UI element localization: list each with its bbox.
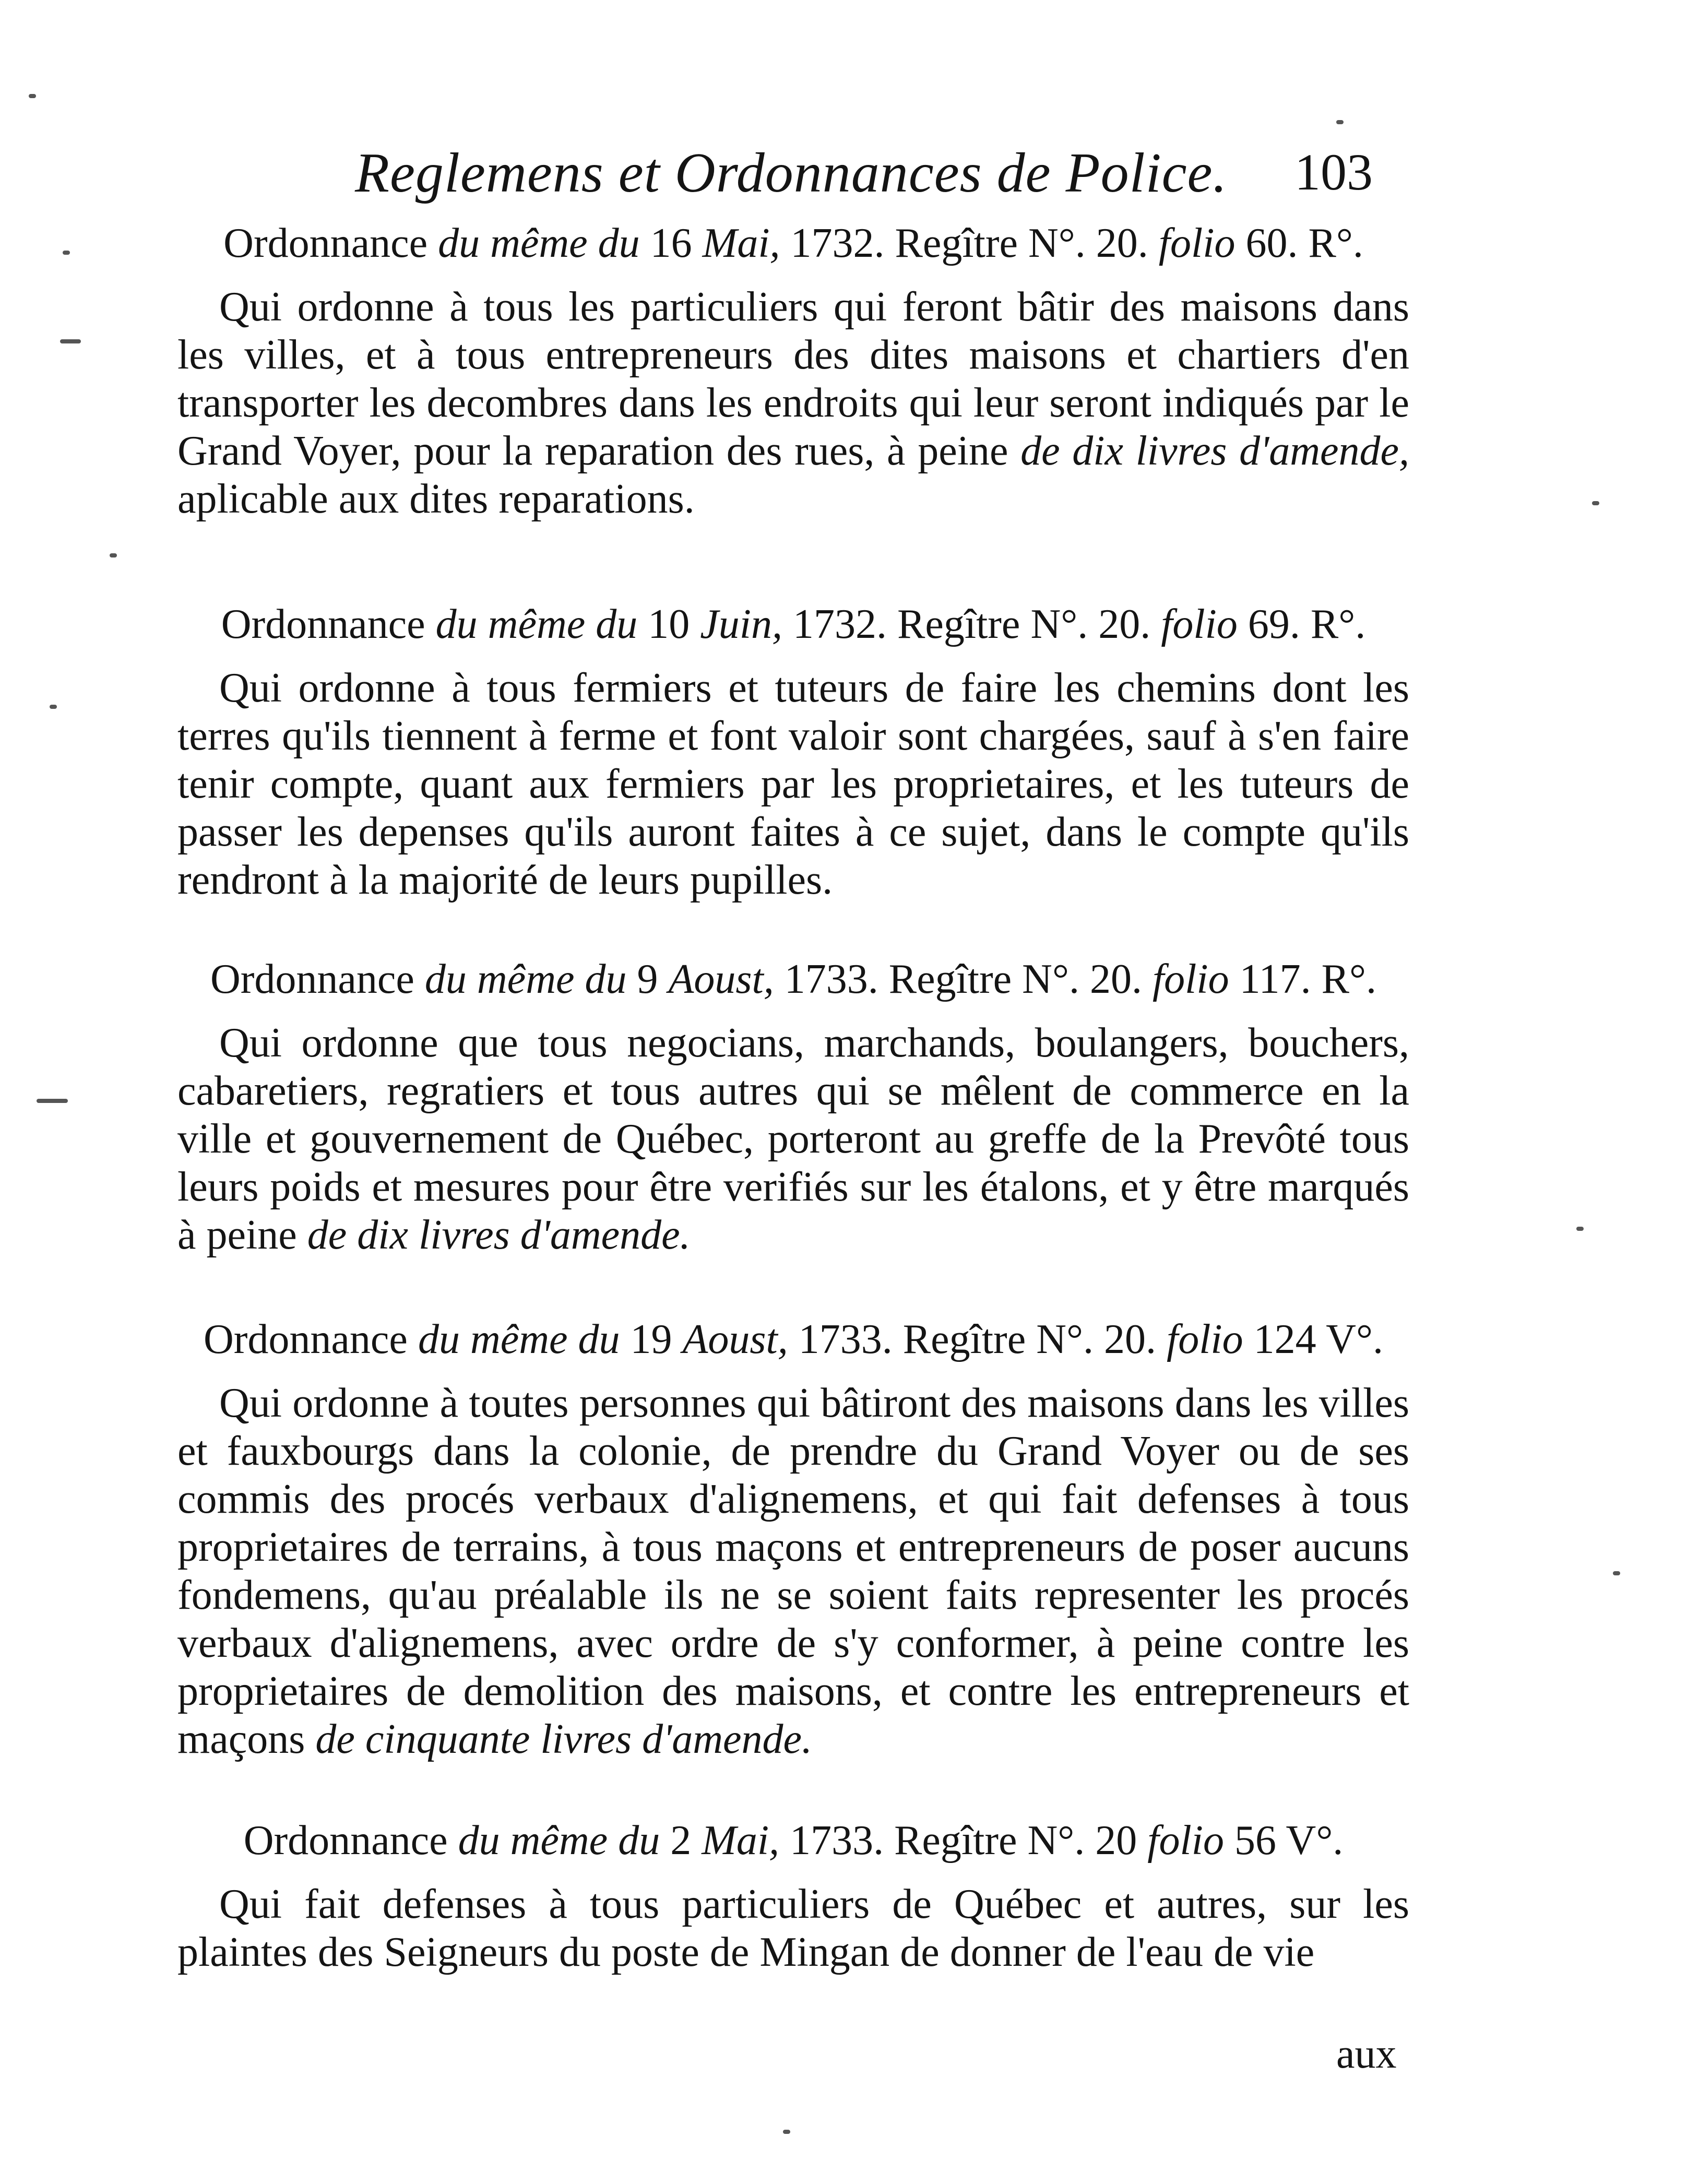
page-number: 103: [1294, 143, 1373, 201]
ordonnance-entry: [177, 600, 1409, 904]
entry-heading: Ordonnance du même du 9 Aoust, 1733. Regître N°. 20. folio 117. R°.: [210, 956, 1377, 1002]
scan-speck: [60, 339, 81, 343]
entry-body: Qui ordonne que tous negocians, marchands, boulangers, bouchers, cabaretiers, regratiers et tous autres qui se mêlent de commerce en la ville et gouvernement de Québec, porteront au greffe de la Prevôté tous leurs poids et mesures pour être verifiés sur les étalons, et y être marqués à peine de dix livres d'amende.: [177, 1020, 1409, 1258]
scan-speck: [63, 251, 70, 255]
scan-speck: [37, 1099, 68, 1103]
ordonnance-entry: [177, 219, 1409, 523]
entry-heading: Ordonnance du même du 19 Aoust, 1733. Regître N°. 20. folio 124 V°.: [204, 1316, 1383, 1362]
entry-body: Qui ordonne à tous les particuliers qui feront bâtir des maisons dans les villes, et à tous entrepreneurs des dites maisons et chartiers d'en transporter les decombres dans les endroits qui leur seront indiqués par le Grand Voyer, pour la reparation des rues, à peine de dix livres d'amende, aplicable aux dites reparations.: [177, 284, 1410, 522]
entry-body: Qui fait defenses à tous particuliers de Québec et autres, sur les plaintes des Seigneurs du poste de Mingan de donner de l'eau de vie: [177, 1881, 1409, 1975]
scan-speck: [1576, 1227, 1584, 1231]
scan-speck: [783, 2130, 790, 2134]
ordonnance-entry: [177, 1315, 1409, 1763]
entry-body: Qui ordonne à toutes personnes qui bâtiront des maisons dans les villes et fauxbourgs dans la colonie, de prendre du Grand Voyer ou de ses commis des procés verbaux d'alignemens, et qui fait defenses à tous proprietaires de terrains, à tous maçons et entrepreneurs de poser aucuns fondemens, qu'au préalable ils ne se soient faits representer les procés verbaux d'alignemens, avec ordre de s'y conformer, à peine contre les proprietaires de demolition des maisons, et contre les entrepreneurs et maçons de cinquante livres d'amende.: [177, 1380, 1409, 1762]
entry-heading: Ordonnance du même du 2 Mai, 1733. Regître N°. 20 folio 56 V°.: [243, 1818, 1344, 1863]
ordonnance-entry: [177, 1817, 1409, 1976]
scan-speck: [1613, 1571, 1620, 1575]
scan-speck: [1336, 120, 1344, 124]
scan-speck: [110, 553, 117, 557]
scan-speck: [29, 94, 36, 98]
scan-speck: [50, 705, 57, 709]
scan-speck: [1592, 501, 1599, 505]
entry-body: Qui ordonne à tous fermiers et tuteurs de faire les chemins dont les terres qu'ils tiennent à ferme et font valoir sont chargées, sauf à s'en faire tenir compte, quant aux fermiers par les proprietaires, et les tuteurs de passer les depenses qu'ils auront faites à ce sujet, dans le compte qu'ils rendront à la majorité de leurs pupilles.: [177, 665, 1409, 903]
ordonnance-entry: [177, 955, 1409, 1259]
entry-heading: Ordonnance du même du 16 Mai, 1732. Regître N°. 20. folio 60. R°.: [223, 220, 1363, 266]
catchword: aux: [1336, 2031, 1397, 2077]
running-head: Reglemens et Ordonnances de Police.: [355, 142, 1228, 204]
entry-heading: Ordonnance du même du 10 Juin, 1732. Regître N°. 20. folio 69. R°.: [221, 601, 1366, 647]
